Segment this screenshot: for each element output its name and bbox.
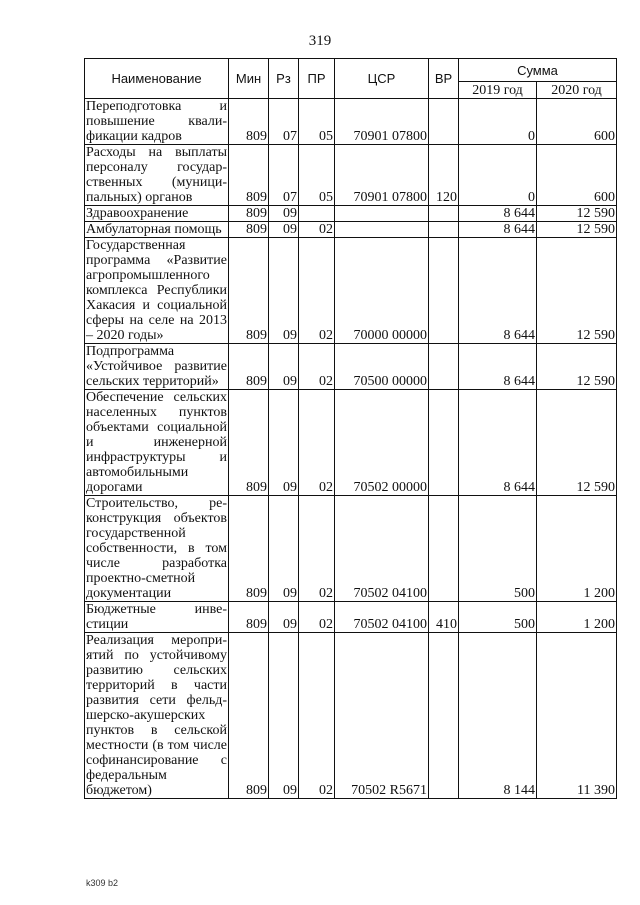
cell-vr <box>429 238 459 344</box>
cell-csr <box>335 222 429 238</box>
cell-min: 809 <box>229 390 269 496</box>
cell-2019: 8 644 <box>459 206 537 222</box>
table-row <box>85 145 617 206</box>
cell-2020: 12 590 <box>537 238 617 344</box>
cell-2020: 11 390 <box>537 633 617 799</box>
cell-name: Бюджетные инвестиции <box>86 602 227 632</box>
cell-2020: 12 590 <box>537 206 617 222</box>
cell-vr <box>429 206 459 222</box>
table-row <box>85 238 617 344</box>
table-row <box>85 496 617 602</box>
cell-rz: 09 <box>269 222 299 238</box>
cell-csr: 70901 07800 <box>335 99 429 145</box>
cell-2019: 8 644 <box>459 238 537 344</box>
cell-pr: 02 <box>299 633 335 799</box>
cell-name: Строительство, реконструкция объектов государственной собственности, в том числе разработка проектно-сметной документации <box>86 496 227 601</box>
cell-pr: 02 <box>299 222 335 238</box>
cell-name: Государственная программа «Развитие агропромышленного комплекса Республики Хакасия и социальной сферы на селе на 2013 – 2020 годы» <box>86 238 227 343</box>
col-pr-header: ПР <box>299 59 335 99</box>
cell-min: 809 <box>229 99 269 145</box>
cell-csr: 70000 00000 <box>335 238 429 344</box>
cell-vr <box>429 496 459 602</box>
col-2019-header: 2019 год <box>459 82 537 99</box>
cell-csr: 70502 04100 <box>335 496 429 602</box>
cell-rz: 09 <box>269 602 299 633</box>
cell-min: 809 <box>229 206 269 222</box>
table-row <box>85 222 617 238</box>
col-min-header: Мин <box>229 59 269 99</box>
table-row <box>85 99 617 145</box>
cell-vr <box>429 390 459 496</box>
cell-pr: 05 <box>299 99 335 145</box>
cell-pr <box>299 206 335 222</box>
cell-rz: 07 <box>269 99 299 145</box>
col-2020-header: 2020 год <box>537 82 617 99</box>
cell-vr: 120 <box>429 145 459 206</box>
cell-2019: 0 <box>459 99 537 145</box>
cell-rz: 09 <box>269 633 299 799</box>
cell-pr: 02 <box>299 238 335 344</box>
cell-2019: 0 <box>459 145 537 206</box>
cell-pr: 05 <box>299 145 335 206</box>
cell-2020: 12 590 <box>537 390 617 496</box>
cell-name: Переподготовка и повышение квалификации кадров <box>86 99 227 144</box>
page-number: 319 <box>308 33 332 49</box>
cell-2020: 1 200 <box>537 496 617 602</box>
cell-name: Амбулаторная помощь <box>85 222 229 238</box>
cell-2020: 600 <box>537 145 617 206</box>
cell-rz: 09 <box>269 496 299 602</box>
cell-min: 809 <box>229 602 269 633</box>
footer-code: k309 b2 <box>86 878 119 888</box>
table-row <box>85 344 617 390</box>
cell-min: 809 <box>229 222 269 238</box>
cell-min: 809 <box>229 238 269 344</box>
cell-name: Здравоохранение <box>85 206 229 222</box>
col-name-header: Наименование <box>85 59 229 99</box>
cell-pr: 02 <box>299 602 335 633</box>
cell-vr <box>429 344 459 390</box>
cell-2020: 600 <box>537 99 617 145</box>
cell-name: Расходы на выплаты персоналу государственных (муниципальных) органов <box>86 145 227 205</box>
cell-2019: 8 644 <box>459 344 537 390</box>
cell-rz: 09 <box>269 238 299 344</box>
cell-vr <box>429 222 459 238</box>
cell-csr: 70500 00000 <box>335 344 429 390</box>
cell-pr: 02 <box>299 496 335 602</box>
cell-rz: 09 <box>269 390 299 496</box>
cell-2019: 8 644 <box>459 390 537 496</box>
cell-min: 809 <box>229 633 269 799</box>
cell-2020: 12 590 <box>537 222 617 238</box>
cell-vr: 410 <box>429 602 459 633</box>
col-csr-header: ЦСР <box>335 59 429 99</box>
cell-vr <box>429 633 459 799</box>
cell-pr: 02 <box>299 344 335 390</box>
cell-vr <box>429 99 459 145</box>
cell-name: Реализация мероприятий по устойчивому развитию сельских территорий в части развития сети фельдшерско-акушерских пунктов в сельской местности (в том числе софинансирование с федеральным бюджетом) <box>86 633 227 798</box>
cell-2019: 500 <box>459 602 537 633</box>
col-rz-header: Рз <box>269 59 299 99</box>
col-sum-header: Сумма <box>459 59 617 82</box>
cell-name: Обеспечение сельских населенных пунктов объектами социальной и инженерной инфраструктуры и автомобильными дорогами <box>86 390 227 495</box>
cell-2019: 500 <box>459 496 537 602</box>
budget-table <box>84 58 617 799</box>
cell-csr: 70502 00000 <box>335 390 429 496</box>
table-row <box>85 602 617 633</box>
cell-rz: 07 <box>269 145 299 206</box>
cell-2020: 12 590 <box>537 344 617 390</box>
cell-2019: 8 144 <box>459 633 537 799</box>
cell-pr: 02 <box>299 390 335 496</box>
cell-csr <box>335 206 429 222</box>
header-row <box>85 59 617 82</box>
cell-csr: 70502 04100 <box>335 602 429 633</box>
col-vr-header: ВР <box>429 59 459 99</box>
cell-2020: 1 200 <box>537 602 617 633</box>
cell-csr: 70901 07800 <box>335 145 429 206</box>
cell-rz: 09 <box>269 344 299 390</box>
table-row <box>85 390 617 496</box>
cell-min: 809 <box>229 344 269 390</box>
table-row <box>85 633 617 799</box>
cell-name: Подпрограмма «Устойчивое развитие сельских территорий» <box>86 344 227 389</box>
cell-min: 809 <box>229 496 269 602</box>
cell-rz: 09 <box>269 206 299 222</box>
cell-min: 809 <box>229 145 269 206</box>
table-row <box>85 206 617 222</box>
cell-csr: 70502 R5671 <box>335 633 429 799</box>
budget-body <box>85 99 617 799</box>
cell-2019: 8 644 <box>459 222 537 238</box>
